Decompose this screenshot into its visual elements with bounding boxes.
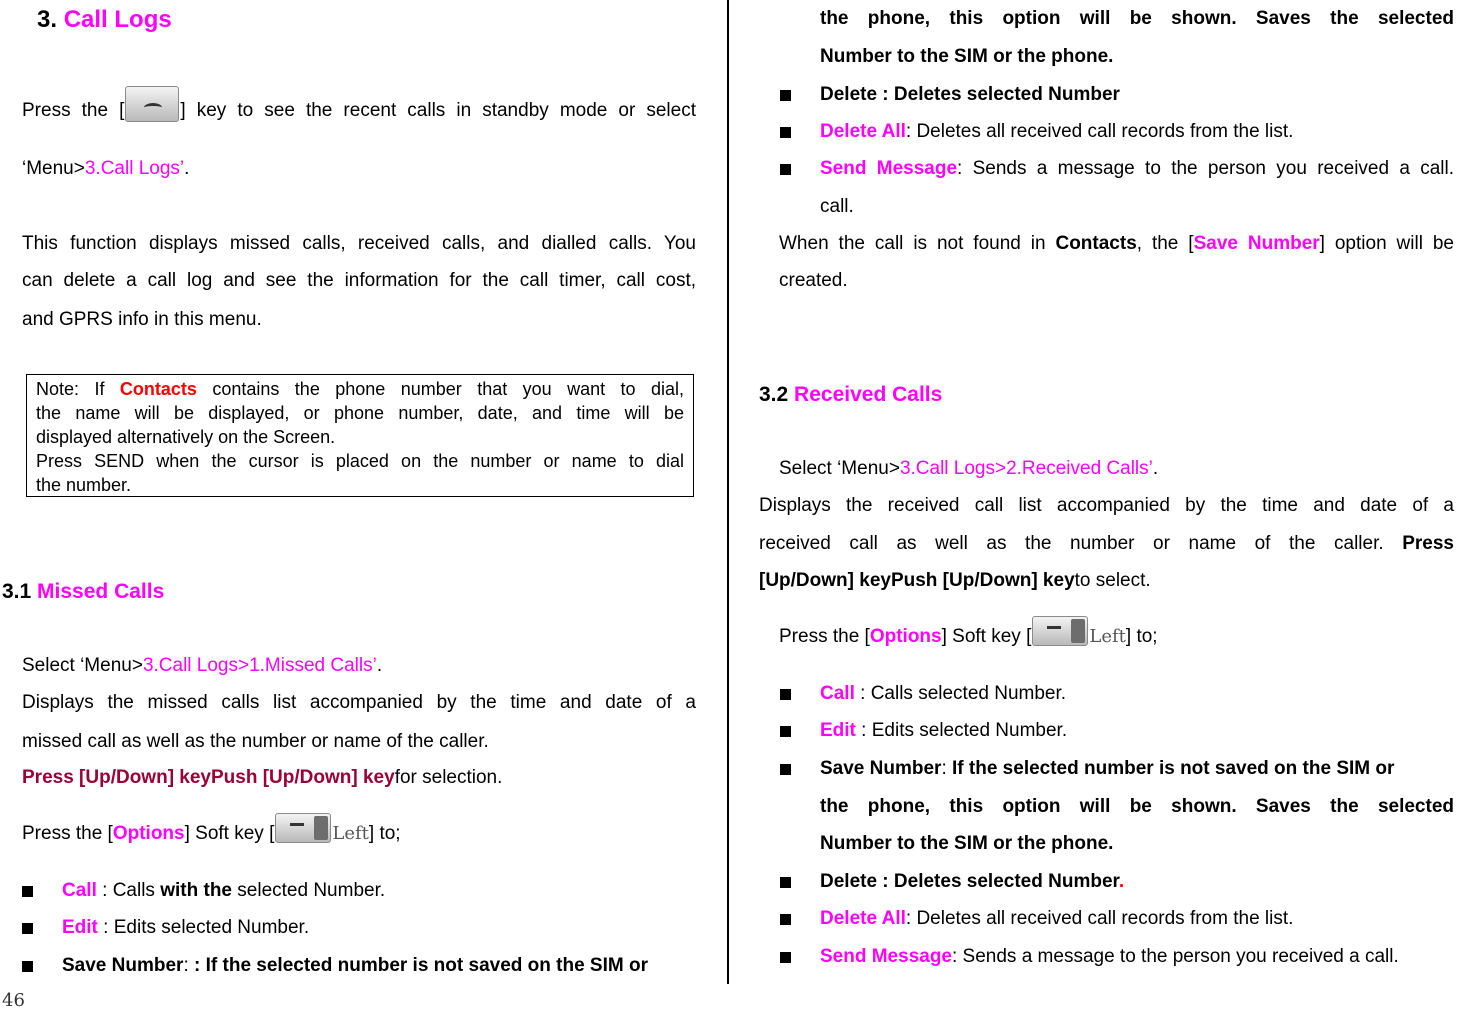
subsection-heading-missed: 3.1 Missed Calls [2,580,165,603]
received-bullet-call: Call : Calls selected Number. [780,683,1456,707]
note-box [26,374,694,497]
page-number: 46 [2,990,25,1011]
received-bullet-delete: Delete : Deletes selected Number. [780,871,1456,895]
function-line-2: can delete a call log and see the information for the call timer, call cost, [22,270,696,291]
missed-options-line: Press the [Options] Soft key [ Left] to; [22,813,401,852]
missed-bullet-send: Send Message: Sends a message to the person you received a call. [780,158,1456,182]
right-save-cont-2: Number to the SIM or the phone. [820,46,1114,67]
note-line-3: displayed alternatively on the Screen. [36,427,336,447]
soft-key-icon [1032,616,1088,646]
right-save-cont-1: the phone, this option will be shown. Saves the selected [820,8,1454,29]
received-bullet-save: Save Number: If the selected number is not saved on the SIM or [780,758,1456,782]
intro-line-2: ‘Menu>3.Call Logs’. [22,158,190,179]
missed-desc-line-1: Displays the missed calls list accompanied by the time and date of a [22,692,696,713]
soft-key-icon [275,813,331,843]
when-line-2: created. [779,270,848,291]
heading-number: 3. [37,6,58,33]
section-heading [37,6,172,34]
received-options-line: Press the [Options] Soft key [ Left] to; [779,616,1158,655]
received-save-cont-1: the phone, this option will be shown. Saves the selected [820,796,1454,817]
function-line-1: This function displays missed calls, received calls, and dialled calls. You [22,233,696,254]
note-line-5: the number. [36,475,132,495]
missed-send-cont: call. [820,196,854,217]
received-desc-line-3: [Up/Down] keyPush [Up/Down] keyto select. [759,570,1151,591]
intro-line-1: Press the [ ] key to see the recent calls in standby mode or select [22,86,696,129]
missed-press-line: Press [Up/Down] keyPush [Up/Down] keyfor selection. [22,767,503,788]
received-bullet-delete-all: Delete All: Deletes all received call records from the list. [780,908,1456,932]
received-bullet-send: Send Message: Sends a message to the person you received a call. [780,946,1456,970]
note-line-1: Note: If Contacts contains the phone number that you want to dial, [36,379,684,399]
missed-bullet-edit: Edit : Edits selected Number. [22,917,702,941]
missed-bullet-call: Call : Calls with the selected Number. [22,880,702,904]
end-key-icon [125,86,179,122]
note-line-4: Press SEND when the cursor is placed on the number or name to dial [36,451,684,471]
heading-title: Call Logs [63,6,172,33]
column-divider [727,0,729,984]
function-line-3: and GPRS info in this menu. [22,309,262,330]
received-bullet-edit: Edit : Edits selected Number. [780,720,1456,744]
missed-bullet-delete: Delete : Deletes selected Number [780,84,1456,108]
received-desc-line-2: received call as well as the number or name of the caller. Press [759,533,1455,554]
missed-bullet-save: Save Number: : If the selected number is not saved on the SIM or [22,955,702,979]
subsection-heading-received: 3.2 Received Calls [759,383,943,406]
received-save-cont-2: Number to the SIM or the phone. [820,833,1114,854]
when-line-1: When the call is not found in Contacts, the [Save Number] option will be [779,233,1454,254]
select-missed-path: Select ‘Menu>3.Call Logs>1.Missed Calls’. [22,655,383,676]
received-desc-line-1: Displays the received call list accompanied by the time and date of a [759,495,1454,516]
missed-bullet-delete-all: Delete All: Deletes all received call records from the list. [780,121,1456,145]
note-line-2: the name will be displayed, or phone number, date, and time will be [36,403,684,423]
select-received-path: Select ‘Menu>3.Call Logs>2.Received Calls’. [779,458,1159,479]
missed-desc-line-2: missed call as well as the number or name of the caller. [22,731,489,752]
